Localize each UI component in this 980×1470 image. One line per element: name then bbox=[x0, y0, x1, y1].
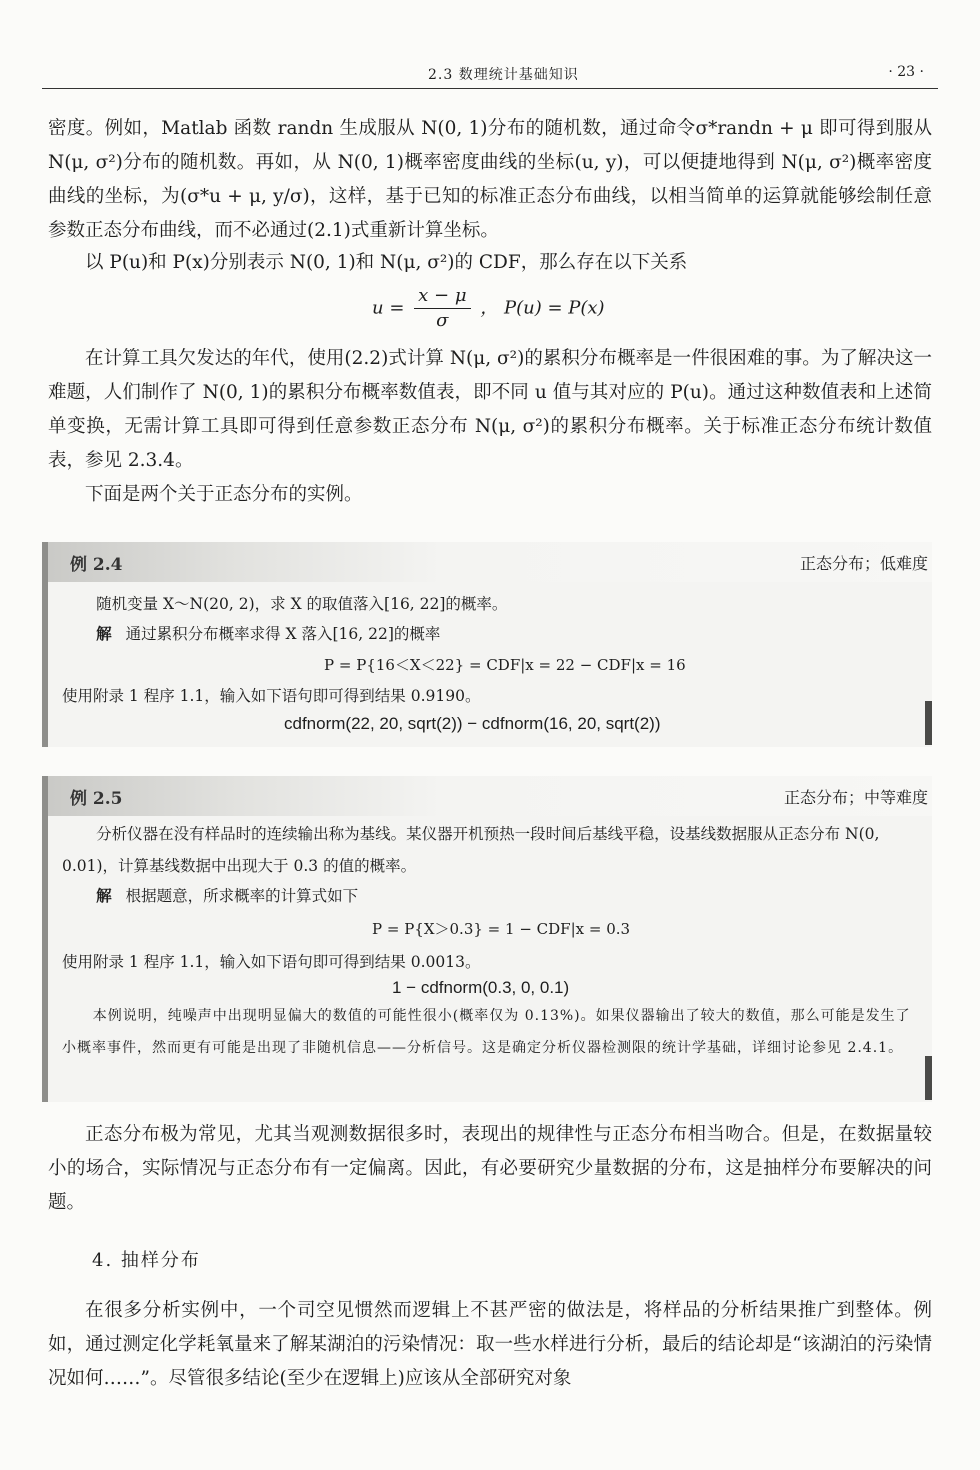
example-difficulty-tag: 正态分布；低难度 bbox=[799, 554, 928, 573]
solution-text: 通过累积分布概率求得 X 落入[16, 22]的概率 bbox=[125, 625, 441, 643]
paragraph-sampling: 在很多分析实例中，一个司空见惯然而逻辑上不甚严密的做法是，将样品的分析结果推广到整体。例如，通过测定化学耗氧量来了解某湖泊的污染情况：取一些水样进行分析，最后的结论却是“该湖泊的污染情况如何……”。尽管很多结论(至少在逻辑上)应该从全部研究对象 bbox=[48, 1300, 932, 1389]
example-header-band bbox=[42, 542, 932, 582]
formula-rhs: ， P(u) = P(x) bbox=[480, 297, 605, 319]
example-solution bbox=[62, 880, 922, 912]
example-right-marker bbox=[925, 1056, 932, 1100]
formula-standardization bbox=[372, 284, 605, 333]
paragraph-small-samples: 正态分布极为常见，尤其当观测数据很多时，表现出的规律性与正态分布相当吻合。但是，在数据量较小的场合，实际情况与正态分布有一定偏离。因此，有必要研究少量数据的分布，这是抽样分布要解决的问题。 bbox=[48, 1124, 932, 1213]
example-code: cdfnorm(22, 20, sqrt(2)) − cdfnorm(16, 20, sqrt(2)) bbox=[284, 714, 661, 733]
example-box-2-5 bbox=[42, 776, 932, 1102]
paragraph-cdf-relation: 以 P(u)和 P(x)分别表示 N(0, 1)和 N(μ, σ²)的 CDF，那么存在以下关系 bbox=[85, 252, 688, 273]
formula-fraction bbox=[414, 284, 470, 333]
example-code: 1 − cdfnorm(0.3, 0, 0.1) bbox=[392, 978, 570, 997]
example-left-bar bbox=[42, 776, 48, 1102]
example-solution bbox=[62, 618, 922, 650]
example-problem: 分析仪器在没有样品时的连续输出称为基线。某仪器开机预热一段时间后基线平稳，设基线数据服从正态分布 N(0, 0.01)，计算基线数据中出现大于 0.3 的值的概率。 bbox=[62, 825, 880, 875]
formula-lhs: u = bbox=[372, 297, 405, 319]
solution-label: 解 bbox=[96, 886, 112, 905]
example-remark: 本例说明，纯噪声中出现明显偏大的数值的可能性很小(概率仅为 0.13%)。如果仪器输出了较大的数值，那么可能是发生了小概率事件，然而更有可能是出现了非随机信息——分析信号。这是确定分析仪器检测限的统计学基础，详细讨论参见 2.4.1。 bbox=[62, 1008, 911, 1056]
paragraph-history: 在计算工具欠发达的年代，使用(2.2)式计算 N(μ, σ²)的累积分布概率是一件很困难的事。为了解决这一难题，人们制作了 N(0, 1)的累积分布概率数值表，即不同 u 值与其对应的 P(u)。通过这种数值表和上述简单变换，无需计算工具即可得到任意参数正态分布 N(μ, σ²)的累积分布概率。关于标准正态分布统计数值表，参见 2.3.4。 bbox=[48, 348, 932, 471]
header-section-title: 2.3 数理统计基础知识 bbox=[428, 67, 579, 83]
example-note: 使用附录 1 程序 1.1，输入如下语句即可得到结果 0.9190。 bbox=[62, 687, 481, 705]
example-box-2-4 bbox=[42, 542, 932, 747]
example-title: 例 2.5 bbox=[70, 789, 123, 809]
solution-label: 解 bbox=[96, 624, 112, 643]
example-formula: P = P{16＜X＜22} = CDF|x = 22 − CDF|x = 16 bbox=[324, 656, 686, 674]
fraction-denominator: σ bbox=[436, 310, 449, 331]
paragraph-intro: 密度。例如，Matlab 函数 randn 生成服从 N(0, 1)分布的随机数，通过命令σ*randn + μ 即可得到服从 N(μ, σ²)分布的随机数。再如，从 N(0, 1)概率密度曲线的坐标(u, y)，可以便捷地得到 N(μ, σ²)概率密度曲线的坐标，为(σ*u + μ, y/σ)，这样，基于已知的标准正态分布曲线，以相当简单的运算就能够绘制任意参数正态分布曲线，而不必通过(2.1)式重新计算坐标。 bbox=[48, 118, 932, 241]
solution-text: 根据题意，所求概率的计算式如下 bbox=[125, 887, 359, 905]
example-left-bar bbox=[42, 542, 48, 747]
fraction-numerator: x − μ bbox=[414, 284, 470, 309]
example-right-marker bbox=[925, 701, 932, 745]
example-problem: 随机变量 X～N(20, 2)，求 X 的取值落入[16, 22]的概率。 bbox=[96, 595, 508, 613]
paragraph-examples-intro: 下面是两个关于正态分布的实例。 bbox=[85, 484, 363, 505]
example-note: 使用附录 1 程序 1.1，输入如下语句即可得到结果 0.0013。 bbox=[62, 953, 481, 971]
section-heading-sampling: 4. 抽样分布 bbox=[92, 1250, 201, 1271]
example-title: 例 2.4 bbox=[70, 555, 123, 575]
running-header bbox=[42, 62, 938, 89]
example-formula: P = P{X＞0.3} = 1 − CDF|x = 0.3 bbox=[372, 920, 631, 938]
example-difficulty-tag: 正态分布；中等难度 bbox=[783, 788, 928, 807]
page-number: · 23 · bbox=[888, 64, 924, 80]
